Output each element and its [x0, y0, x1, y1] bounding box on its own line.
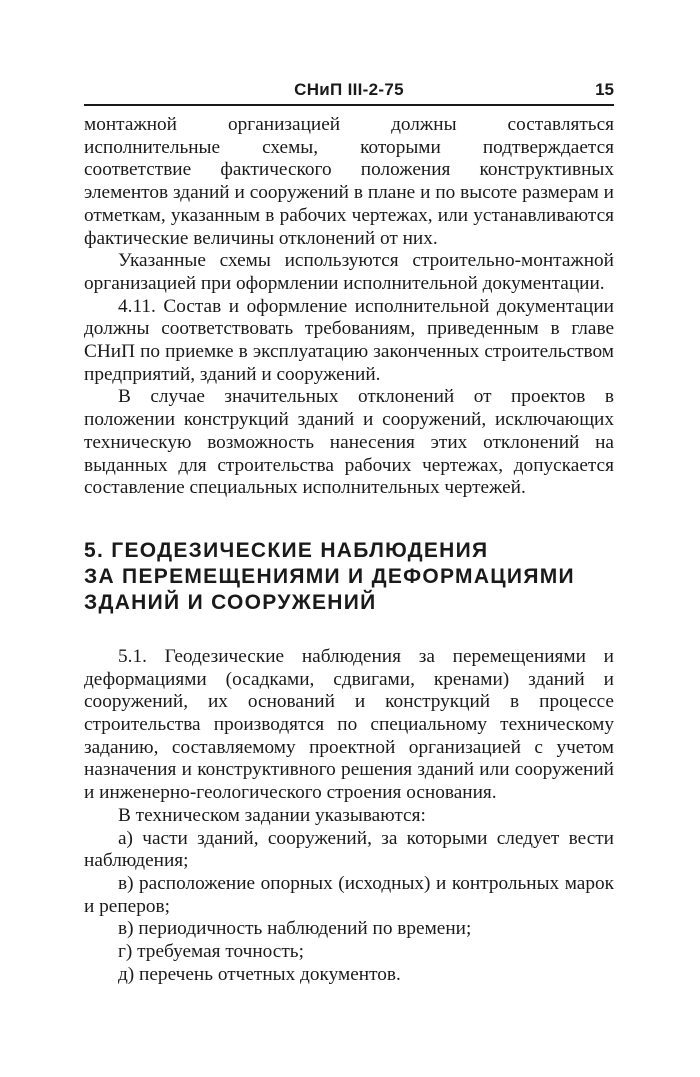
paragraph-significant-deviations: В случае значительных отклонений от проектов в положении конструкций зданий и сооружений, исключающих техническую возможность нанесения этих отклонений на выданных для строительства рабочих чертежах, допускается составление специальных исполнительных чертежей.: [84, 386, 614, 499]
document-page: [84, 78, 614, 987]
paragraph-continuation: монтажной организацией должны составляться исполнительные схемы, которыми подтверждается соответствие фактического положения конструктивных элементов зданий и сооружений в плане и по высоте размерам и отметкам, указанным в рабочих чертежах, или устанавливаются фактические величины отклонений от них.: [84, 114, 614, 249]
page-number: 15: [595, 80, 614, 99]
paragraph-schemes-usage: Указанные схемы используются строительно-монтажной организацией при оформлении исполнительной документации.: [84, 250, 614, 294]
body-text-top: [84, 114, 614, 500]
paragraph-clause-4-11: 4.11. Состав и оформление исполнительной документации должны соответствовать требованиям, приведенным в главе СНиП по приемке в эксплуатацию законченных строительством предприятий, зданий и сооружений.: [84, 295, 614, 385]
page-header: [84, 78, 614, 106]
section-heading-line: ЗДАНИЙ И СООРУЖЕНИЙ: [84, 590, 377, 614]
body-text-bottom: [84, 646, 614, 987]
section-heading-line: 5. ГЕОДЕЗИЧЕСКИЕ НАБЛЮДЕНИЯ: [84, 538, 489, 562]
list-item-a: а) части зданий, сооружений, за которыми следует вести наблюдения;: [84, 827, 614, 872]
list-item-b: в) расположение опорных (исходных) и контрольных марок и реперов;: [84, 872, 614, 917]
section-heading: [84, 538, 614, 616]
paragraph-task-intro: В техническом задании указываются:: [118, 804, 426, 826]
list-item-d: г) требуемая точность;: [118, 941, 304, 963]
paragraph-clause-5-1: 5.1. Геодезические наблюдения за перемещениями и деформациями (осадками, сдвигами, кренами) зданий и сооружений, их оснований и конструкций в процессе строительства производятся по специальному техническому заданию, составляемому проектной организацией с учетом назначения и конструктивного решения зданий или сооружений и инженерно-геологического строения основания.: [84, 645, 614, 804]
list-item-c: в) периодичность наблюдений по времени;: [118, 918, 472, 940]
list-item-e: д) перечень отчетных документов.: [118, 963, 401, 985]
running-title: СНиП III-2-75: [294, 80, 404, 99]
section-heading-line: ЗА ПЕРЕМЕЩЕНИЯМИ И ДЕФОРМАЦИЯМИ: [84, 564, 575, 588]
